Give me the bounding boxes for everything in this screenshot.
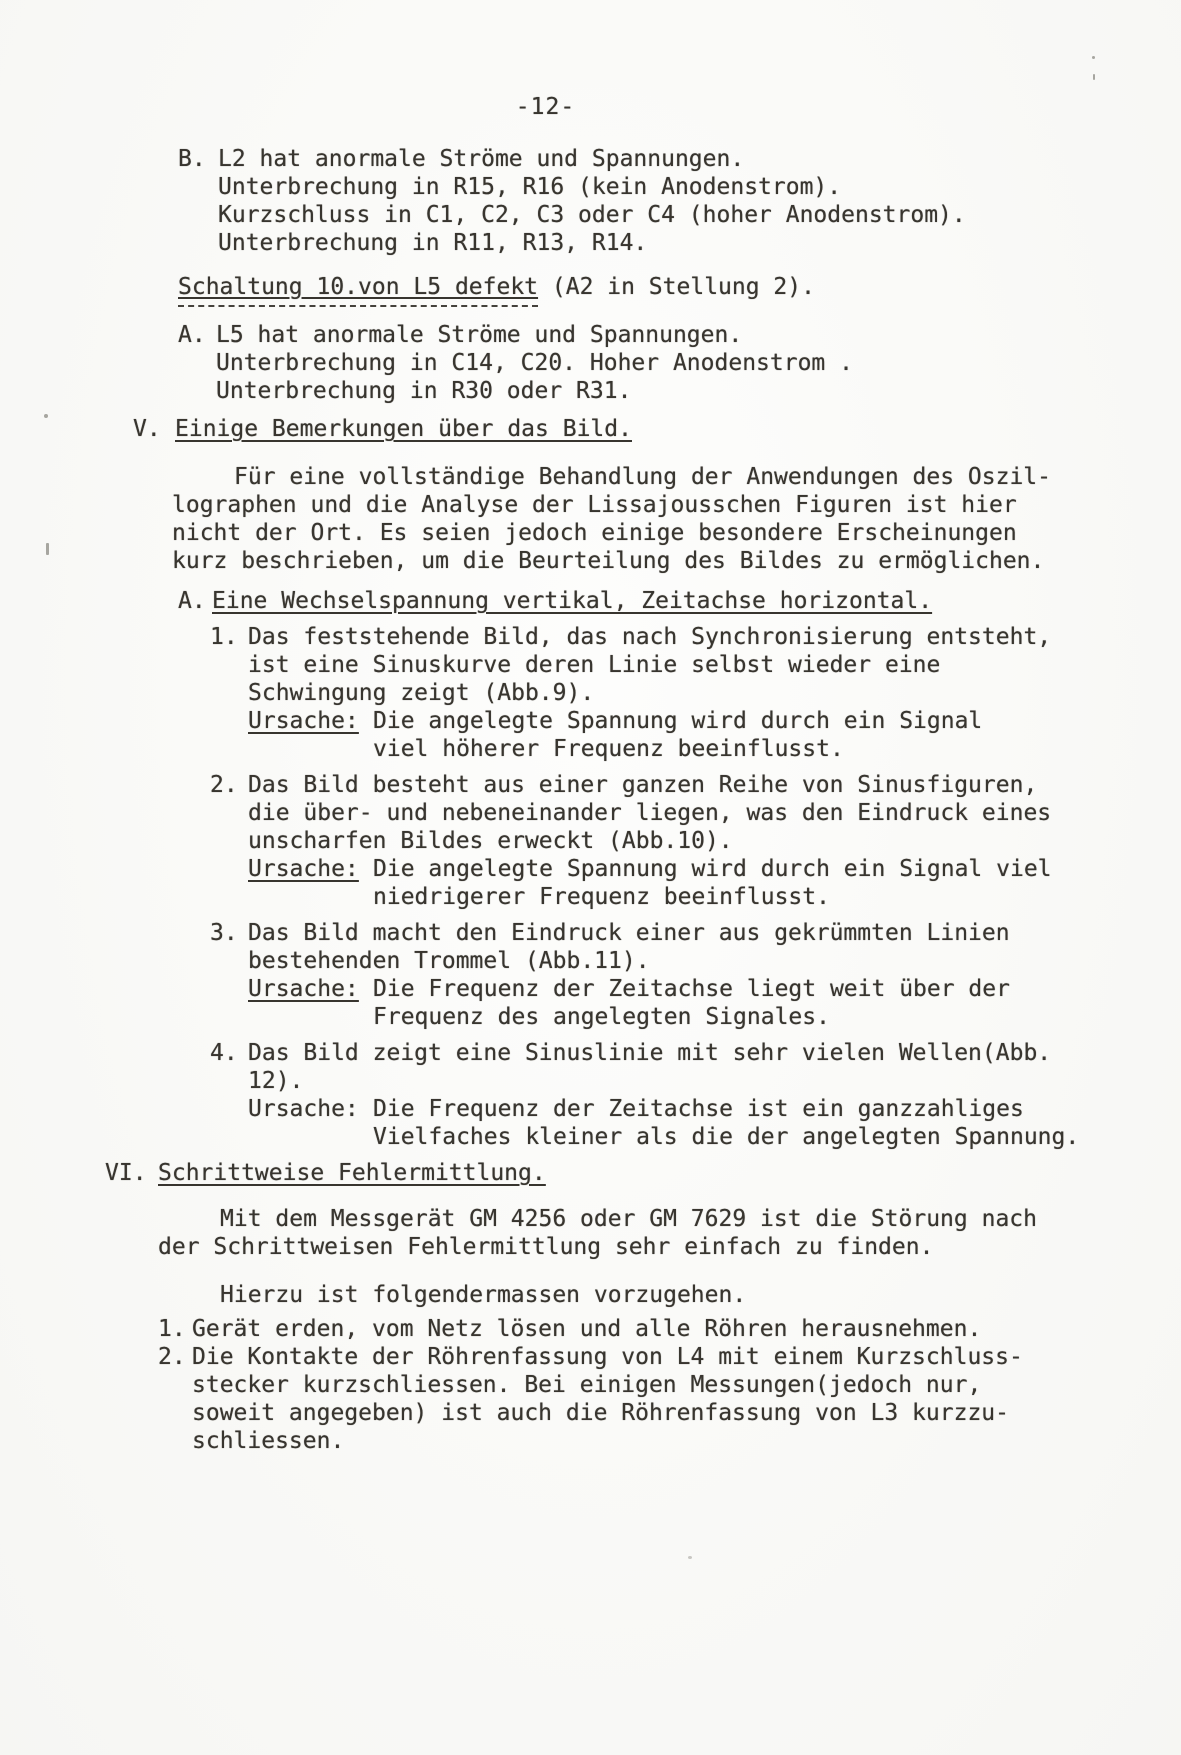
- item-number: 1.: [210, 624, 238, 650]
- list-item-1: [210, 623, 1181, 763]
- ursache-line: Die angelegte Spannung wird durch ein Signal: [373, 708, 983, 734]
- scan-artifact: [44, 414, 48, 418]
- ursache-body: [373, 707, 1181, 763]
- ursache-label: Ursache:: [248, 976, 359, 1002]
- paragraph-line: nicht der Ort. Es seien jedoch einige besondere Erscheinungen: [172, 520, 1017, 546]
- section-v-title: Einige Bemerkungen über das Bild.: [175, 416, 632, 442]
- item-number: 4.: [210, 1040, 238, 1066]
- list-item-2: [210, 771, 1181, 911]
- section-vi-paragraph: [158, 1205, 1181, 1261]
- subsection-a-label: A.: [178, 588, 206, 614]
- schaltung-heading-underlined: Schaltung 10.von L5 defekt: [178, 273, 538, 307]
- step-number: 2.: [158, 1344, 186, 1370]
- step-text-line: stecker kurzschliessen. Bei einigen Messungen(jedoch nur,: [192, 1372, 982, 1398]
- observation-list: [210, 623, 1181, 1151]
- schaltung-heading-rest: (A2 in Stellung 2).: [538, 274, 815, 300]
- item-number: 2.: [210, 772, 238, 798]
- step-2: [158, 1343, 1181, 1455]
- text-line: Kurzschluss in C1, C2, C3 oder C4 (hoher Anodenstrom).: [218, 202, 966, 228]
- scan-artifact: [1092, 56, 1095, 59]
- step-body: [192, 1315, 1181, 1343]
- paragraph-line: Mit dem Messgerät GM 4256 oder GM 7629 ist die Störung nach: [220, 1206, 1037, 1232]
- item-text-line: die über- und nebeneinander liegen, was den Eindruck eines: [248, 800, 1052, 826]
- fault-block-a-label: A.: [178, 322, 206, 348]
- item-text-line: Das feststehende Bild, das nach Synchronisierung entsteht,: [248, 624, 1052, 650]
- hierzu-line: [158, 1281, 1181, 1309]
- ursache-label: Ursache:: [248, 708, 359, 734]
- text-line: Unterbrechung in R11, R13, R14.: [218, 230, 648, 256]
- schaltung-heading: [178, 273, 1181, 307]
- section-v-heading: [133, 415, 1181, 443]
- procedure-steps: [158, 1315, 1181, 1455]
- section-v-paragraph: [172, 463, 1181, 575]
- ursache-line: Die Frequenz der Zeitachse ist ein ganzzahliges: [373, 1096, 1024, 1122]
- step-text-line: soweit angegeben) ist auch die Röhrenfassung von L3 kurzzu-: [192, 1400, 1009, 1426]
- item-body: [248, 623, 1181, 763]
- section-vi-title: Schrittweise Fehlermittlung.: [158, 1160, 546, 1186]
- ursache-line: viel höherer Frequenz beeinflusst.: [373, 736, 844, 762]
- item-text-line: Das Bild zeigt eine Sinuslinie mit sehr vielen Wellen(Abb.: [248, 1040, 1052, 1066]
- paragraph-line: der Schrittweisen Fehlermittlung sehr einfach zu finden.: [158, 1234, 934, 1260]
- fault-block-b-label: B.: [178, 146, 206, 172]
- list-item-4: [210, 1039, 1181, 1151]
- ursache-label: Ursache:: [248, 856, 359, 882]
- step-text-line: schliessen.: [192, 1428, 345, 1454]
- scan-artifact: [46, 543, 49, 555]
- item-text-line: ist eine Sinuskurve deren Linie selbst wieder eine: [248, 652, 941, 678]
- ursache-line: Frequenz des angelegten Signales.: [373, 1004, 830, 1030]
- paragraph-line: Für eine vollständige Behandlung der Anwendungen des Oszil-: [234, 464, 1051, 490]
- subsection-a-title: Eine Wechselspannung vertikal, Zeitachse horizontal.: [212, 588, 933, 614]
- ursache-line: Die Frequenz der Zeitachse liegt weit über der: [373, 976, 1010, 1002]
- step-1: [158, 1315, 1181, 1343]
- text-line: Unterbrechung in R15, R16 (kein Anodenstrom).: [218, 174, 842, 200]
- page-number: -12-: [515, 94, 576, 120]
- paragraph-line: Hierzu ist folgendermassen vorzugehen.: [220, 1282, 747, 1308]
- ursache-body: [373, 975, 1181, 1031]
- ursache-block: [248, 707, 1181, 763]
- fault-block-b-body: [218, 145, 1181, 257]
- fault-block-a-body: [216, 321, 1181, 405]
- ursache-line: Die angelegte Spannung wird durch ein Signal viel: [373, 856, 1052, 882]
- paragraph-line: lographen und die Analyse der Lissajousschen Figuren ist hier: [172, 492, 1017, 518]
- item-text-line: 12).: [248, 1068, 304, 1094]
- step-text-line: Gerät erden, vom Netz lösen und alle Röhren herausnehmen.: [192, 1316, 982, 1342]
- list-item-3: [210, 919, 1181, 1031]
- item-text-line: Das Bild macht den Eindruck einer aus gekrümmten Linien: [248, 920, 1010, 946]
- ursache-block: [248, 975, 1181, 1031]
- text-line: Unterbrechung in R30 oder R31.: [216, 378, 632, 404]
- fault-block-a: [178, 321, 1181, 405]
- paragraph-line: kurz beschrieben, um die Beurteilung des Bildes zu ermöglichen.: [172, 548, 1045, 574]
- item-body: [248, 1039, 1181, 1151]
- fault-block-b: [178, 145, 1181, 257]
- item-text-line: Schwingung zeigt (Abb.9).: [248, 680, 595, 706]
- step-number: 1.: [158, 1316, 186, 1342]
- step-text-line: Die Kontakte der Röhrenfassung von L4 mit einem Kurzschluss-: [192, 1344, 1023, 1370]
- text-line: L5 hat anormale Ströme und Spannungen.: [216, 322, 743, 348]
- item-text-line: unscharfen Bildes erweckt (Abb.10).: [248, 828, 733, 854]
- ursache-body: [373, 1095, 1181, 1151]
- section-v-label: V.: [133, 416, 161, 442]
- text-line: Unterbrechung in C14, C20. Hoher Anodenstrom .: [216, 350, 853, 376]
- ursache-body: [373, 855, 1181, 911]
- section-vi-label: VI.: [105, 1160, 147, 1186]
- ursache-block: [248, 1095, 1181, 1151]
- item-body: [248, 919, 1181, 1031]
- ursache-label: Ursache:: [248, 1096, 359, 1122]
- item-body: [248, 771, 1181, 911]
- scan-artifact: [688, 1556, 692, 1559]
- ursache-block: [248, 855, 1181, 911]
- item-text-line: bestehenden Trommel (Abb.11).: [248, 948, 650, 974]
- scan-artifact: [1093, 74, 1095, 80]
- ursache-line: Vielfaches kleiner als die der angelegten Spannung.: [373, 1124, 1080, 1150]
- step-body: [192, 1343, 1181, 1455]
- text-line: L2 hat anormale Ströme und Spannungen.: [218, 146, 745, 172]
- item-text-line: Das Bild besteht aus einer ganzen Reihe von Sinusfiguren,: [248, 772, 1038, 798]
- item-number: 3.: [210, 920, 238, 946]
- section-vi-heading: [105, 1159, 1181, 1187]
- ursache-line: niedrigerer Frequenz beeinflusst.: [373, 884, 830, 910]
- subsection-a-heading: [178, 587, 1181, 615]
